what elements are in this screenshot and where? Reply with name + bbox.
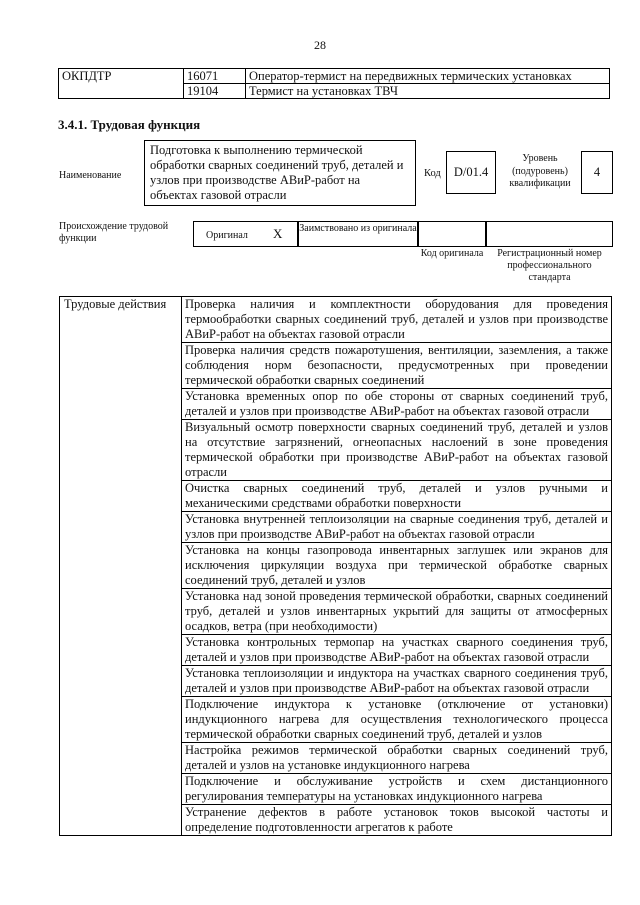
okpdtr-table [58, 68, 610, 99]
function-name-box: Подготовка к выполнению термической обработки сварных соединений труб, деталей и узлов при производстве АВиР-работ на объектах газовой отрасли [144, 140, 416, 206]
original-label: Оригинал [206, 230, 248, 241]
action-item: Установка внутренней теплоизоляции на сварные соединения труб, деталей и узлов при производстве АВиР-работ на объектах газовой отрасли [182, 512, 612, 543]
action-item: Установка на концы газопровода инвентарных заглушек или экранов для исключения циркуляции воздуха при термической обработке сварных соединений труб, деталей и узлов [182, 543, 612, 589]
table-row [60, 297, 612, 343]
reg-number-label: Регистрационный номер профессионального стандарта [497, 248, 602, 283]
action-item: Проверка наличия и комплектности оборудования для проведения термообработки сварных соединений труб, деталей и узлов при производстве АВиР-работ на объектах газовой отрасли [182, 297, 612, 343]
okpdtr-code: 19104 [184, 84, 246, 99]
page-number: 28 [314, 38, 326, 52]
code-original-box [418, 221, 486, 247]
function-code-box: D/01.4 [446, 151, 496, 194]
okpdtr-label: ОКПДТР [59, 69, 184, 99]
okpdtr-name: Термист на установках ТВЧ [246, 84, 610, 99]
action-item: Визуальный осмотр поверхности сварных соединений труб, деталей и узлов на отсутствие загрязнений, огнеопасных наслоений в зоне проведения термической обработки при производстве АВиР-работ на объектах газовой отрасли [182, 420, 612, 481]
code-original-label: Код оригинала [420, 248, 484, 259]
reg-number-box [486, 221, 613, 247]
action-item: Подключение индуктора к установке (отключение от установки) индукционного нагрева для осуществления технологического процесса термической обработки сварных соединений труб, деталей и узлов [182, 697, 612, 743]
action-item: Устранение дефектов в работе установок токов высокой частоты и определение подготовленности агрегатов к работе [182, 805, 612, 836]
okpdtr-code: 16071 [184, 69, 246, 84]
borrowed-box: Заимствовано из оригинала [298, 221, 418, 247]
table-row [59, 69, 610, 84]
original-mark: X [273, 226, 283, 241]
action-item: Установка контрольных термопар на участках сварного соединения труб, деталей и узлов при производстве АВиР-работ на объектах газовой отрасли [182, 635, 612, 666]
actions-header: Трудовые действия [60, 297, 182, 836]
action-item: Установка временных опор по обе стороны от сварных соединений труб, деталей и узлов при производстве АВиР-работ на объектах газовой отрасли [182, 389, 612, 420]
code-label: Код [424, 168, 441, 179]
action-item: Настройка режимов термической обработки сварных соединений труб, деталей и узлов на установке индукционного нагрева [182, 743, 612, 774]
action-item: Подключение и обслуживание устройств и схем дистанционного регулирования температуры на установках индукционного нагрева [182, 774, 612, 805]
name-label: Наименование [59, 170, 122, 181]
action-item: Проверка наличия средств пожаротушения, вентиляции, заземления, а также соблюдения норм безопасности, предусмотренных при проведении термической обработки сварных соединений [182, 343, 612, 389]
section-title: 3.4.1. Трудовая функция [58, 117, 201, 132]
level-label: Уровень (подуровень) квалификации [509, 153, 571, 189]
level-value-box: 4 [581, 151, 613, 194]
origin-label: Происхождение трудовой функции [59, 221, 169, 244]
labor-actions-table [59, 296, 612, 836]
action-item: Очистка сварных соединений труб, деталей и узлов ручными и механическими средствами обработки поверхности [182, 481, 612, 512]
action-item: Установка теплоизоляции и индуктора на участках сварного соединения труб, деталей и узлов при производстве АВиР-работ на объектах газовой отрасли [182, 666, 612, 697]
original-box [193, 221, 298, 247]
action-item: Установка над зоной проведения термической обработки, сварных соединений труб, деталей и узлов инвентарных укрытий для защиты от атмосферных осадков, ветра (при необходимости) [182, 589, 612, 635]
okpdtr-name: Оператор-термист на передвижных термических установках [246, 69, 610, 84]
